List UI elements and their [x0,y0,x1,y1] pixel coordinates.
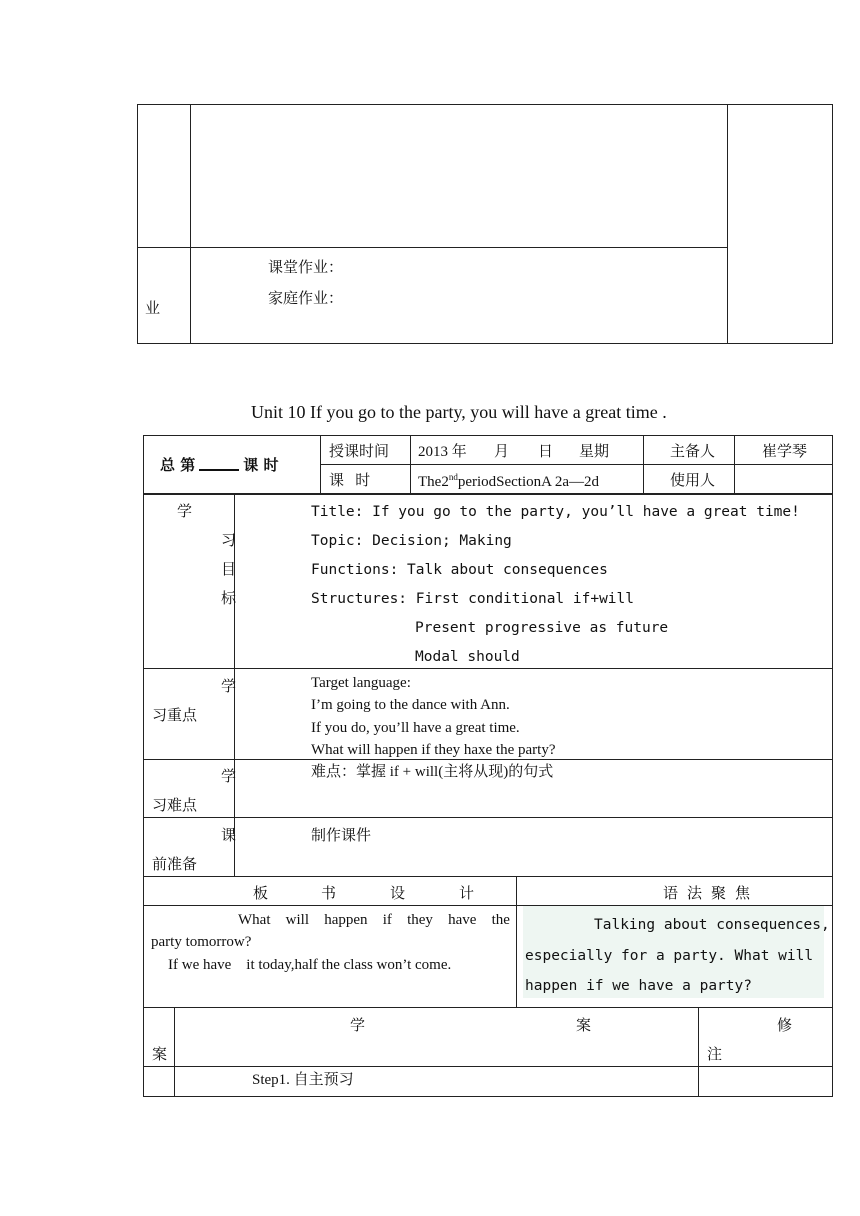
board-word: they [407,912,433,928]
difficult-text: 难点：掌握 if + will(主将从现)的句式 [311,764,554,780]
key-point-line-2: I’m going to the dance with Ann. [311,697,510,713]
homework-home-label: 家庭作业： [268,291,344,307]
board-word: happen [324,912,368,928]
key-points-label-bottom: 习重点 [152,708,198,724]
board-word: will [285,912,310,928]
time-label: 授课时间 [329,444,390,460]
side-char: 业 [145,301,161,317]
board-line-3: If we have it today,half the class won’t come. [168,957,452,973]
plan-center-2: 案 [576,1018,592,1034]
objective-structures: Structures: First conditional if+will [311,591,635,607]
date-year: 2013 年 [418,444,467,460]
objective-title: Title: If you go to the party, you’ll have a great time! [311,504,800,520]
objective-structures-2: Present progressive as future [415,620,669,636]
step1-text: Step1. 自主预习 [252,1072,354,1088]
key-point-line-1: Target language: [311,675,411,691]
objective-topic: Topic: Decision; Making [311,533,512,549]
board-word: have [448,912,477,928]
period-label: 课 时 [329,473,371,489]
key-points-label-top: 学 [221,679,237,695]
board-header-4: 计 [459,886,475,902]
total-lesson-label: 总 第 课 时 [160,456,279,474]
objectives-label-3: 目 [221,562,237,578]
board-header-1: 板 [253,886,269,902]
date-day: 日 [538,444,554,460]
main-preparer: 崔学琴 [762,444,808,460]
grammar-header-2: 法 [687,886,703,902]
difficult-label-top: 学 [221,769,237,785]
key-point-line-3: If you do, you’ll have a great time. [311,720,520,736]
grammar-header-3: 聚 [711,886,727,902]
preparation-text: 制作课件 [311,828,372,844]
board-word: if [382,912,392,928]
grammar-line-3: happen if we have a party? [525,978,752,994]
grammar-line-1: Talking about consequences, [594,917,830,933]
date-week: 星期 [579,444,610,460]
board-line-2: party tomorrow? [151,934,252,950]
objective-functions: Functions: Talk about consequences [311,562,608,578]
revision-label-bottom: 注 [707,1047,723,1063]
preparation-label-bottom: 前准备 [152,857,198,873]
user-label: 使用人 [670,473,716,489]
objectives-label-1: 学 [177,504,193,520]
objectives-label-2: 习 [221,533,237,549]
plan-left-label: 案 [152,1047,168,1063]
board-line-1 [238,911,510,929]
board-word: What [238,912,271,928]
objectives-label-4: 标 [221,591,237,607]
plan-center-1: 学 [350,1018,366,1034]
main-preparer-label: 主备人 [670,444,716,460]
board-header-2: 书 [321,886,337,902]
date-month: 月 [494,444,510,460]
period-value: The2ndperiodSectionA 2a—2d [418,472,600,490]
board-word: the [491,912,510,928]
grammar-line-2: especially for a party. What will [525,948,814,964]
grammar-header-4: 焦 [735,886,751,902]
board-header-3: 设 [390,886,406,902]
key-point-line-4: What will happen if they haxe the party? [311,742,556,758]
objective-structures-3: Modal should [415,649,520,665]
revision-label-top: 修 [777,1018,793,1034]
preparation-label-top: 课 [221,828,237,844]
homework-class-label: 课堂作业： [268,260,344,276]
difficult-label-bottom: 习难点 [152,798,198,814]
unit-title: Unit 10 If you go to the party, you will have a great time . [251,402,667,422]
grammar-header-1: 语 [663,886,679,902]
